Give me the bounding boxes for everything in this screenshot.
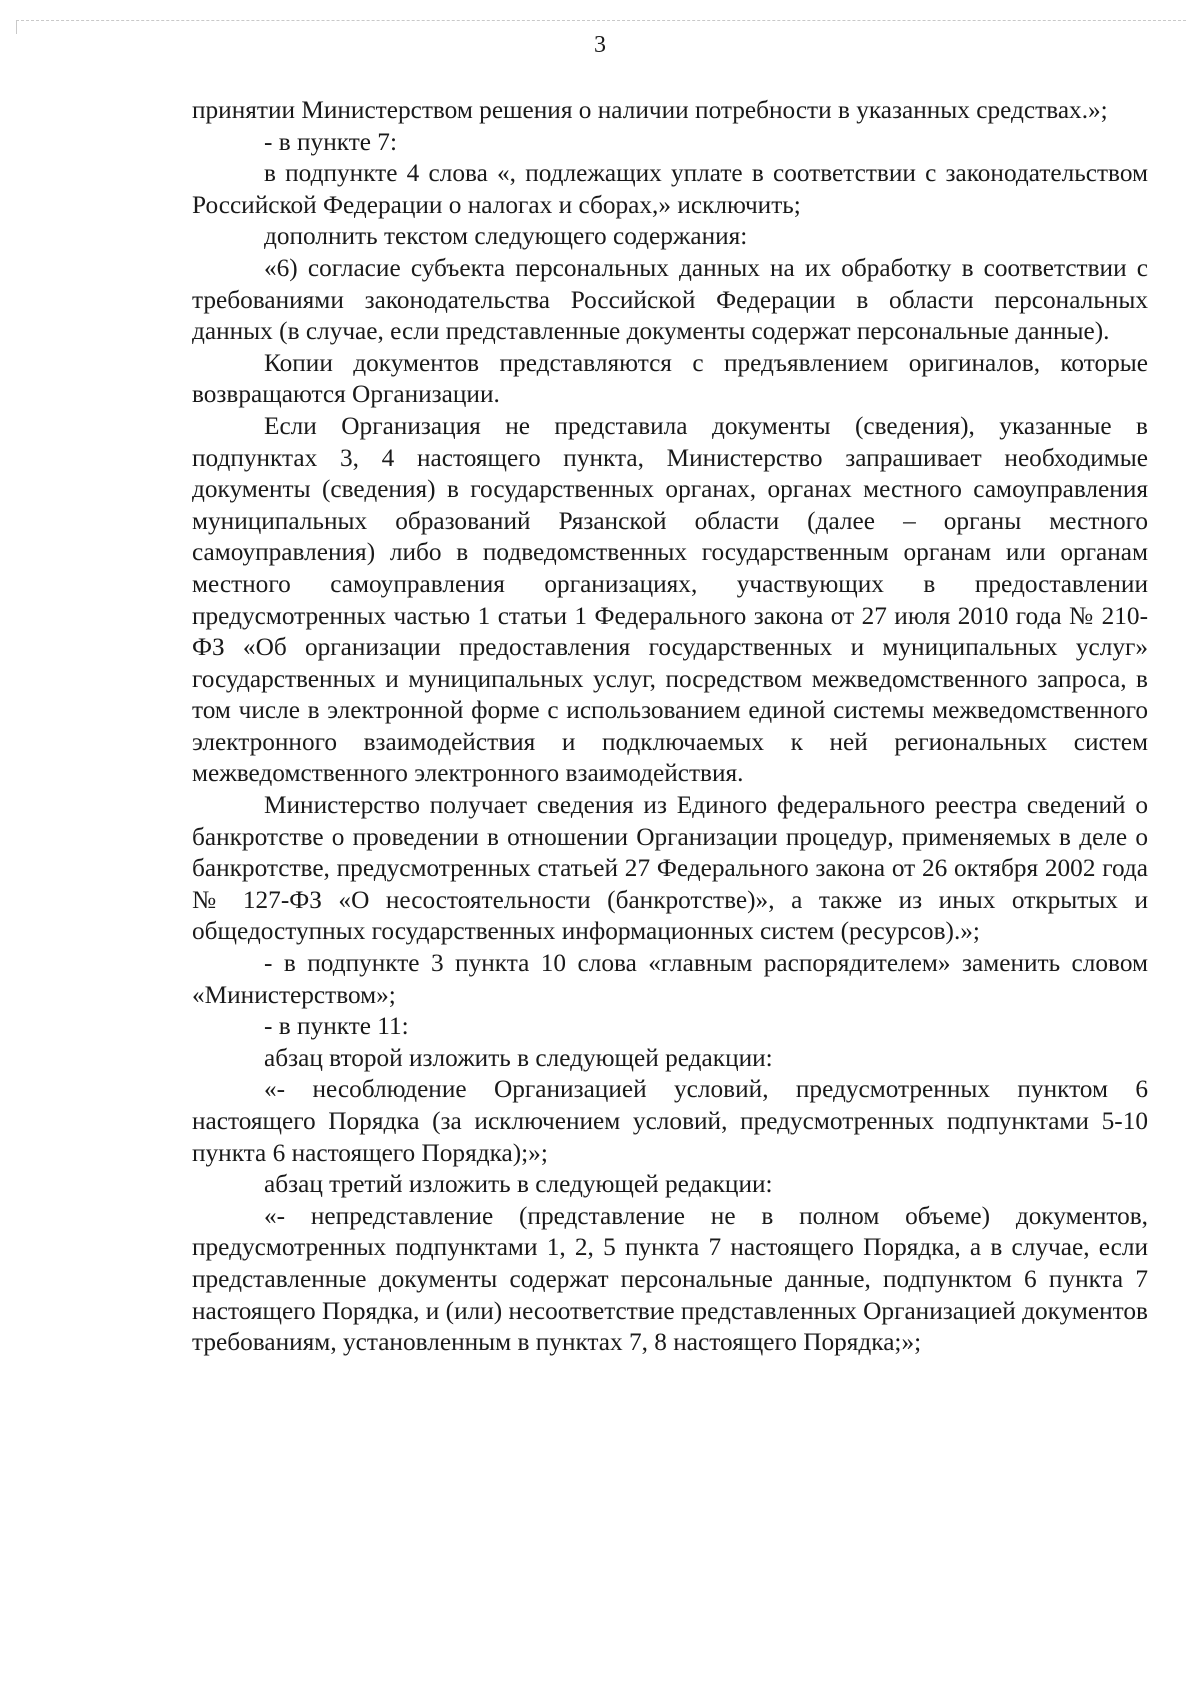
paragraph: - в пункте 7: [264, 127, 397, 156]
paragraph: в подпункте 4 слова «, подлежащих уплате в соответствии с законодательством Российской Федерации о налогах и сборах,» исключить; [192, 159, 1148, 219]
paragraph: дополнить текстом следующего содержания: [264, 222, 748, 251]
paragraph: абзац третий изложить в следующей редакции: [264, 1170, 773, 1199]
page-number: 3 [594, 32, 606, 58]
paragraph: «6) согласие субъекта персональных данных на их обработку в соответствии с требованиями законодательства Российской Федерации в области персональных данных (в случае, если представленные документы содержат персональные данные). [192, 253, 1148, 346]
paragraph: абзац второй изложить в следующей редакции: [264, 1043, 773, 1072]
paragraph: «- непредставление (представление не в полном объеме) документов, предусмотренных подпунктами 1, 2, 5 пункта 7 настоящего Порядка, а в случае, если представленные документы содержат персональные данные, подпунктом 6 пункта 7 настоящего Порядка, и (или) несоответствие представленных Организацией документов требованиям, установленным в пунктах 7, 8 настоящего Порядка;»; [192, 1201, 1148, 1357]
paragraph: «- несоблюдение Организацией условий, предусмотренных пунктом 6 настоящего Порядка (за исключением условий, предусмотренных подпунктами 5-10 пункта 6 настоящего Порядка);»; [192, 1075, 1148, 1167]
paragraph: Копии документов представляются с предъявлением оригиналов, которые возвращаются Организации. [192, 348, 1148, 409]
paragraph: Если Организация не представила документы (сведения), указанные в подпунктах 3, 4 настоящего пункта, Министерство запрашивает необходимые документы (сведения) в государственных органах, органах местного самоуправления муниципальных образований Рязанской области (далее – органы местного самоуправления) либо в подведомственных государственным органам или органам местного самоуправления организациях, участвующих в предоставлении предусмотренных частью 1 статьи 1 Федерального закона от 27 июля 2010 года № 210-ФЗ «Об организации предоставления государственных и муниципальных услуг» государственных и муниципальных услуг, посредством межведомственного запроса, в том числе в электронной форме с использованием единой системы межведомственного электронного взаимодействия и подключаемых к ней региональных систем межведомственного электронного взаимодействия. [192, 411, 1148, 788]
paragraph: принятии Министерством решения о наличии потребности в указанных средствах.»; [192, 96, 1108, 124]
scan-border-top [16, 20, 1186, 21]
paragraph: - в пункте 11: [264, 1012, 409, 1041]
document-body [192, 95, 1148, 1359]
paragraph: Министерство получает сведения из Единого федерального реестра сведений о банкротстве о проведении в отношении Организации процедур, применяемых в деле о банкротстве, предусмотренных статьей 27 Федерального закона от 26 октября 2002 года № 127-ФЗ «О несостоятельности (банкротстве)», а также из иных открытых и общедоступных государственных информационных систем (ресурсов).»; [192, 791, 1148, 946]
paragraph: - в подпункте 3 пункта 10 слова «главным распорядителем» заменить словом «Министерством»; [192, 949, 1148, 1009]
